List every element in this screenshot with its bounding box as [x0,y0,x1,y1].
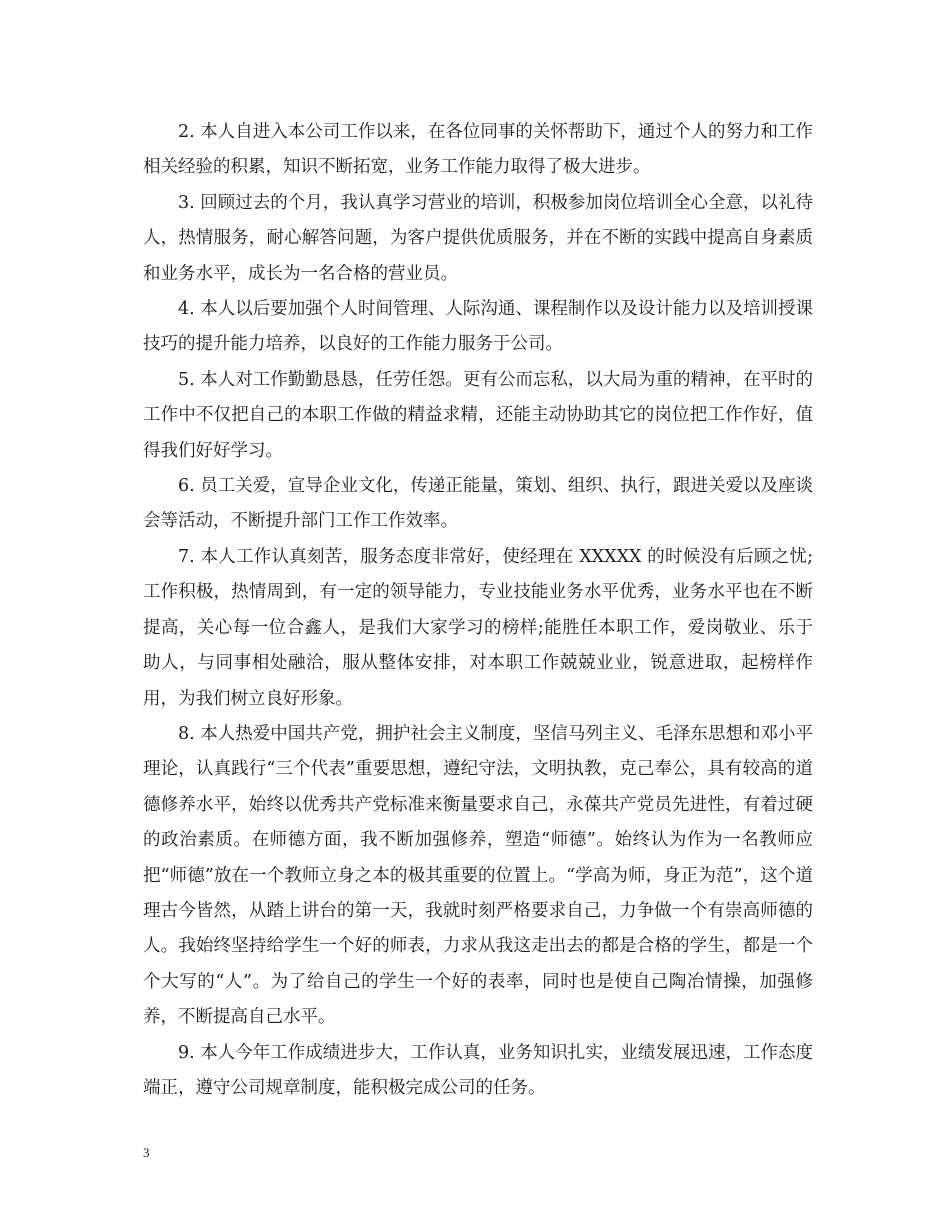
paragraph-item-6: 6. 员工关爱，宣导企业文化，传递正能量，策划、组织、执行，跟进关爱以及座谈会等活动，不断提升部门工作工作效率。 [143,476,813,532]
document-body [143,115,813,1106]
paragraph-item-9: 9. 本人今年工作成绩进步大，工作认真，业务知识扎实，业绩发展迅速，工作态度端正，遵守公司规章制度，能积极完成公司的任务。 [143,1042,813,1098]
paragraph-item-8: 8. 本人热爱中国共产党，拥护社会主义制度，坚信马列主义、毛泽东思想和邓小平理论，认真践行“三个代表”重要思想，遵纪守法，文明执教，克己奉公，具有较高的道德修养水平，始终以优秀共产党标准来衡量要求自己，永葆共产党员先进性，有着过硬的政治素质。在师德方面，我不断加强修养，塑造“师德”。始终认为作为一名教师应把“师德”放在一个教师立身之本的极其重要的位置上。“学高为师，身正为范”，这个道理古今皆然，从踏上讲台的第一天，我就时刻严格要求自己，力争做一个有崇高师德的人。我始终坚持给学生一个好的师表，力求从我这走出去的都是合格的学生，都是一个个大写的“人”。为了给自己的学生一个好的表率，同时也是使自己陶冶情操，加强修养，不断提高自己水平。 [143,723,813,1028]
paragraph-item-3: 3. 回顾过去的个月，我认真学习营业的培训，积极参加岗位培训全心全意，以礼待人，热情服务，耐心解答问题，为客户提供优质服务，并在不断的实践中提高自身素质和业务水平，成长为一名合格的营业员。 [143,192,813,284]
paragraph-item-2: 2. 本人自进入本公司工作以来，在各位同事的关怀帮助下，通过个人的努力和工作相关经验的积累，知识不断拓宽，业务工作能力取得了极大进步。 [143,122,813,178]
paragraph-item-4: 4. 本人以后要加强个人时间管理、人际沟通、课程制作以及设计能力以及培训授课技巧的提升能力培养，以良好的工作能力服务于公司。 [143,299,813,355]
paragraph-item-7: 7. 本人工作认真刻苦，服务态度非常好，使经理在 XXXXX 的时候没有后顾之忧;工作积极，热情周到，有一定的领导能力，专业技能业务水平优秀，业务水平也在不断提高，关心每一位合鑫人，是我们大家学习的榜样;能胜任本职工作，爱岗敬业、乐于助人，与同事相处融洽，服从整体安排，对本职工作兢兢业业，锐意进取，起榜样作用，为我们树立良好形象。 [143,546,813,709]
page-number: 3 [143,1145,150,1160]
paragraph-item-5: 5. 本人对工作勤勤恳恳，任劳任怨。更有公而忘私，以大局为重的精神，在平时的工作中不仅把自己的本职工作做的精益求精，还能主动协助其它的岗位把工作作好，值得我们好好学习。 [143,369,813,461]
